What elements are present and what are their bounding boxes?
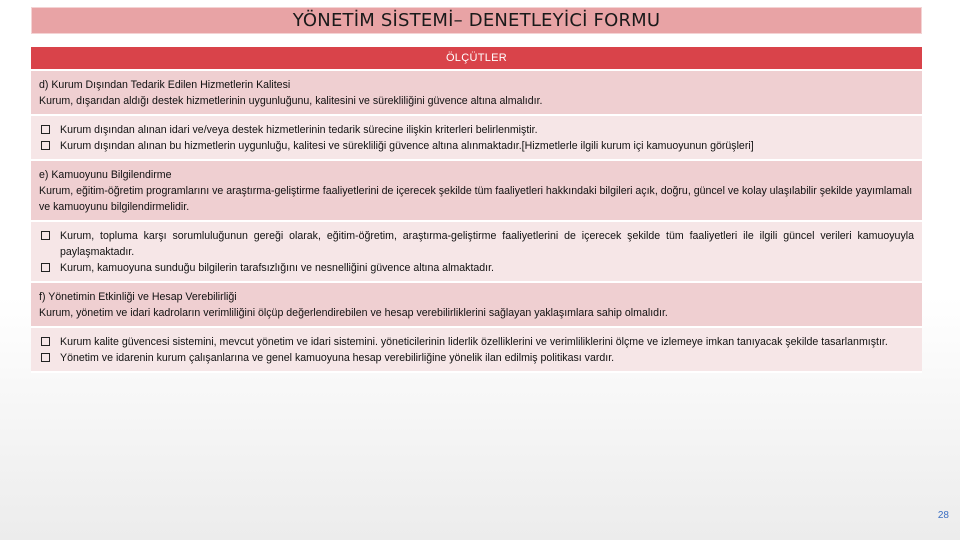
checkbox-icon <box>41 353 50 362</box>
title-bar <box>31 7 922 34</box>
list-item <box>39 228 914 260</box>
checkbox-icon <box>41 337 50 346</box>
list-item <box>39 122 914 138</box>
section-e-checklist <box>31 222 922 283</box>
list-item <box>39 350 914 366</box>
list-item-text: Kurum dışından alınan bu hizmetlerin uygunluğu, kalitesi ve sürekliliği güvence altına alınmaktadır.[Hizmetlerle ilgili kurum içi kamuoyunun görüşleri] <box>60 140 754 152</box>
checkbox-icon <box>41 231 50 240</box>
list-item-text: Kurum, kamuoyuna sunduğu bilgilerin tarafsızlığını ve nesnelliğini güvence altına almaktadır. <box>60 262 495 274</box>
section-d-checklist <box>31 116 922 161</box>
list-item-text: Kurum kalite güvencesi sistemini, mevcut yönetim ve idari sistemini. yöneticilerinin liderlik özelliklerini ve verimliliklerini ölçme ve izlemeye imkan tanıyacak şekilde tasarlanmıştır. <box>60 336 888 348</box>
checkbox-icon <box>41 141 50 150</box>
list-item-text: Yönetim ve idarenin kurum çalışanlarına ve genel kamuoyuna hesap verebilirliğine yönelik ilan edilmiş politikası vardır. <box>60 352 615 364</box>
list-item-text: Kurum dışından alınan idari ve/veya destek hizmetlerinin tedarik sürecine ilişkin kriterleri belirlenmiştir. <box>60 124 538 136</box>
page-title: YÖNETİM SİSTEMİ– DENETLEYİCİ FORMU <box>292 10 661 31</box>
criteria-table <box>31 47 922 373</box>
list-item <box>39 260 914 276</box>
section-text: Kurum, eğitim-öğretim programlarını ve araştırma-geliştirme faaliyetlerini de içerecek şekilde tüm faaliyetleri hakkındaki bilgileri açık, doğru, güncel ve kolay ulaşılabilir şekilde yayımlamalı ve kamuoyunu bilgilendirmelidir. <box>39 185 913 213</box>
list-item-text: Kurum, topluma karşı sorumluluğunun gereği olarak, eğitim-öğretim, araştırma-geliştirme faaliyetlerini de içerecek şekilde tüm faaliyetleri ile ilgili güncel verileri kamuoyuyla paylaşmaktadır. <box>60 230 914 258</box>
list-item <box>39 334 914 350</box>
section-heading: f) Yönetimin Etkinliği ve Hesap Verebilirliği <box>39 291 237 303</box>
section-text: Kurum, yönetim ve idari kadroların verimliliğini ölçüp değerlendirebilen ve hesap verebilirliklerini sağlayan yaklaşımlara sahip olmalıdır. <box>39 307 668 319</box>
section-f-criteria <box>31 283 922 328</box>
section-text: Kurum, dışarıdan aldığı destek hizmetlerinin uygunluğunu, kalitesini ve sürekliliğini güvence altına almalıdır. <box>39 95 543 107</box>
section-f-checklist <box>31 328 922 373</box>
section-heading: e) Kamuoyunu Bilgilendirme <box>39 169 172 181</box>
checkbox-icon <box>41 263 50 272</box>
table-header: ÖLÇÜTLER <box>31 47 922 71</box>
checkbox-icon <box>41 125 50 134</box>
section-d-criteria <box>31 71 922 116</box>
page-number: 28 <box>937 510 949 521</box>
section-e-criteria <box>31 161 922 222</box>
section-heading: d) Kurum Dışından Tedarik Edilen Hizmetlerin Kalitesi <box>39 79 291 91</box>
list-item <box>39 138 914 154</box>
